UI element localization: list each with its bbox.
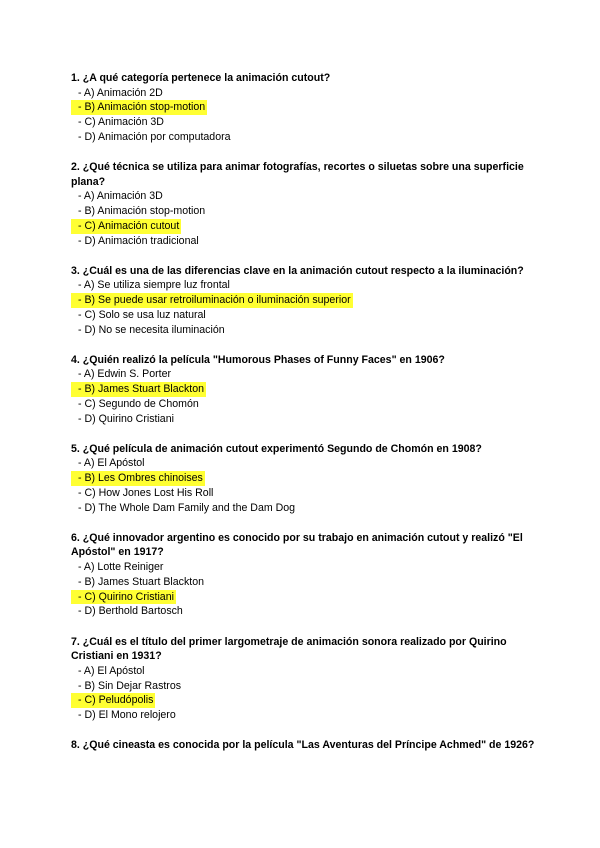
- answer-option: [71, 308, 541, 323]
- question-block: [71, 738, 541, 753]
- answer-label: - B) James Stuart Blackton: [78, 383, 204, 396]
- answer-option-correct: [71, 100, 541, 115]
- answer-highlight: [71, 471, 205, 486]
- answer-option-correct: [71, 590, 541, 605]
- answer-label: - B) Les Ombres chinoises: [78, 472, 203, 485]
- answer-text-wrap: [78, 323, 227, 338]
- question-block: [71, 635, 541, 723]
- question-block: [71, 160, 541, 248]
- answer-label: - B) Se puede usar retroiluminación o iluminación superior: [78, 294, 351, 307]
- answer-text-wrap: [78, 115, 166, 130]
- answer-text-wrap: [78, 456, 147, 471]
- answer-text-wrap: [78, 204, 207, 219]
- answer-label: - A) Lotte Reiniger: [78, 561, 164, 574]
- question-block: [71, 264, 541, 338]
- answer-label: - A) Animación 3D: [78, 190, 163, 203]
- answer-text-wrap: [78, 560, 165, 575]
- answer-label: - B) James Stuart Blackton: [78, 575, 204, 588]
- answer-option: [71, 204, 541, 219]
- answer-text-wrap: [78, 486, 215, 501]
- question-text: 8. ¿Qué cineasta es conocida por la película "Las Aventuras del Príncipe Achmed" de 1926?: [71, 739, 535, 752]
- answer-label: - A) Animación 2D: [78, 86, 163, 99]
- question-list: [71, 71, 541, 768]
- question-text: 5. ¿Qué película de animación cutout experimentó Segundo de Chomón en 1908?: [71, 442, 482, 455]
- answer-label: - A) El Apóstol: [78, 664, 145, 677]
- answer-text-wrap: [78, 308, 208, 323]
- answer-label: - B) Animación stop-motion: [78, 101, 206, 114]
- question-block: [71, 442, 541, 516]
- answer-option: [71, 189, 541, 204]
- question-block: [71, 531, 541, 619]
- question-text: 1. ¿A qué categoría pertenece la animación cutout?: [71, 72, 331, 84]
- answer-text-wrap: [78, 234, 201, 249]
- answer-option: [71, 664, 541, 679]
- answer-label: - B) Sin Dejar Rastros: [78, 679, 182, 692]
- answer-highlight: [71, 100, 207, 115]
- answer-option: [71, 323, 541, 338]
- answer-list: [71, 278, 541, 337]
- answer-text-wrap: [78, 278, 232, 293]
- answer-text-wrap: [78, 86, 165, 101]
- answer-text-wrap: [78, 604, 185, 619]
- answer-text-wrap: [78, 575, 206, 590]
- answer-label: - A) El Apóstol: [78, 457, 145, 470]
- answer-list: [71, 664, 541, 723]
- answer-list: [71, 456, 541, 515]
- answer-label: - D) Animación por computadora: [78, 130, 231, 143]
- answer-text-wrap: [78, 130, 233, 145]
- answer-label: - D) The Whole Dam Family and the Dam Dog: [78, 501, 296, 514]
- answer-option: [71, 560, 541, 575]
- answer-highlight: [71, 693, 155, 708]
- answer-highlight: [71, 590, 176, 605]
- answer-label: - A) Se utiliza siempre luz frontal: [78, 279, 230, 292]
- answer-label: - D) No se necesita iluminación: [78, 323, 225, 336]
- answer-label: - C) Solo se usa luz natural: [78, 308, 206, 321]
- answer-highlight: [71, 293, 353, 308]
- question-block: [71, 71, 541, 145]
- answer-text-wrap: [78, 367, 173, 382]
- answer-label: - D) Quirino Cristiani: [78, 412, 174, 425]
- question-text: 3. ¿Cuál es una de las diferencias clave en la animación cutout respecto a la iluminación?: [71, 264, 524, 277]
- answer-list: [71, 189, 541, 248]
- answer-option: [71, 367, 541, 382]
- answer-text-wrap: [78, 664, 147, 679]
- answer-label: - C) Animación 3D: [78, 116, 164, 129]
- answer-option: [71, 115, 541, 130]
- answer-label: - C) Peludópolis: [78, 694, 154, 707]
- answer-highlight: [71, 382, 206, 397]
- answer-option: [71, 679, 541, 694]
- question-text: 6. ¿Qué innovador argentino es conocido por su trabajo en animación cutout y realizó "El Apóstol" en 1917?: [71, 531, 523, 559]
- answer-option: [71, 501, 541, 516]
- answer-text-wrap: [78, 189, 165, 204]
- question-text: 7. ¿Cuál es el título del primer largometraje de animación sonora realizado por Quirino Cristiani en 1931?: [71, 635, 507, 663]
- answer-text-wrap: [78, 501, 297, 516]
- answer-label: - B) Animación stop-motion: [78, 205, 206, 218]
- answer-highlight: [71, 219, 181, 234]
- question-text: 4. ¿Quién realizó la película "Humorous Phases of Funny Faces" en 1906?: [71, 353, 445, 366]
- answer-label: - D) Berthold Bartosch: [78, 605, 183, 618]
- question-text: 2. ¿Qué técnica se utiliza para animar fotografías, recortes o siluetas sobre una superficie plana?: [71, 161, 524, 188]
- answer-text-wrap: [78, 397, 201, 412]
- answer-option: [71, 397, 541, 412]
- answer-option-correct: [71, 471, 541, 486]
- answer-label: - C) How Jones Lost His Roll: [78, 486, 214, 499]
- answer-option: [71, 278, 541, 293]
- answer-list: [71, 86, 541, 145]
- answer-option: [71, 575, 541, 590]
- answer-label: - C) Quirino Cristiani: [78, 590, 174, 603]
- answer-option: [71, 130, 541, 145]
- answer-label: - A) Edwin S. Porter: [78, 368, 172, 381]
- answer-label: - D) El Mono relojero: [78, 709, 176, 722]
- answer-label: - C) Animación cutout: [78, 219, 180, 232]
- answer-label: - C) Segundo de Chomón: [78, 397, 199, 410]
- answer-option: [71, 486, 541, 501]
- answer-option: [71, 604, 541, 619]
- answer-option: [71, 412, 541, 427]
- answer-text-wrap: [78, 708, 178, 723]
- answer-option: [71, 456, 541, 471]
- answer-text-wrap: [78, 679, 183, 694]
- answer-option: [71, 86, 541, 101]
- answer-option: [71, 708, 541, 723]
- answer-text-wrap: [78, 412, 176, 427]
- answer-option-correct: [71, 382, 541, 397]
- answer-list: [71, 560, 541, 619]
- answer-option: [71, 234, 541, 249]
- answer-option-correct: [71, 219, 541, 234]
- question-block: [71, 353, 541, 427]
- answer-label: - D) Animación tradicional: [78, 234, 199, 247]
- answer-option-correct: [71, 693, 541, 708]
- answer-option-correct: [71, 293, 541, 308]
- answer-list: [71, 367, 541, 426]
